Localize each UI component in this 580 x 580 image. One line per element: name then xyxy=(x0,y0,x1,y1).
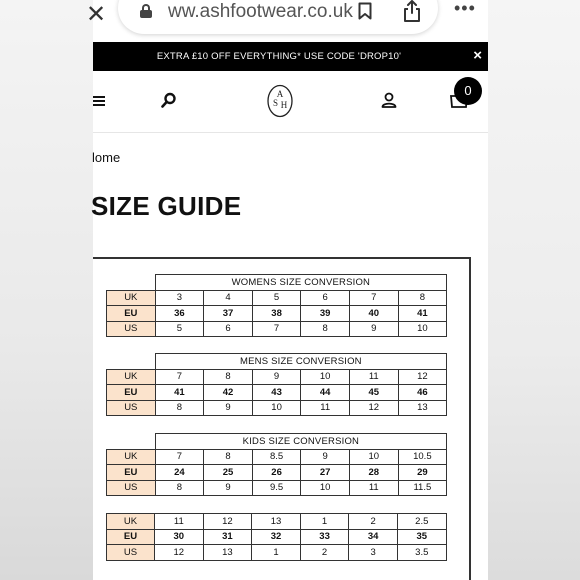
table-cell: 37 xyxy=(204,306,253,322)
table-cell: 7 xyxy=(155,449,204,465)
table-cell: 9 xyxy=(301,449,350,465)
row-label: EU xyxy=(107,385,156,401)
logo-letter-a: A xyxy=(276,89,284,99)
table-cell: 41 xyxy=(155,385,204,401)
table-cell: 41 xyxy=(398,306,447,322)
womens-table-title: WOMENS SIZE CONVERSION xyxy=(155,275,447,291)
background-blur-left xyxy=(0,0,93,580)
table-cell: 8 xyxy=(155,480,204,496)
table-cell: 8.5 xyxy=(252,449,301,465)
table-cell: 44 xyxy=(301,385,350,401)
table-cell: 4 xyxy=(204,290,253,306)
table-cell: 8 xyxy=(398,290,447,306)
table-cell: 28 xyxy=(349,465,398,481)
table-cell: 10.5 xyxy=(398,449,447,465)
lock-icon xyxy=(140,4,152,17)
table-row xyxy=(107,385,447,401)
table-cell: 13 xyxy=(252,514,301,530)
table-cell: 30 xyxy=(155,529,204,545)
kids-size-table xyxy=(106,433,447,496)
table-row xyxy=(107,290,447,306)
table-cell: 29 xyxy=(398,465,447,481)
table-cell: 43 xyxy=(252,385,301,401)
kids-table-title: KIDS SIZE CONVERSION xyxy=(155,434,447,450)
table-cell: 9 xyxy=(349,321,398,337)
table-cell: 11 xyxy=(301,400,350,416)
table-row xyxy=(107,449,447,465)
logo-letter-h: H xyxy=(280,100,288,110)
table-cell: 10 xyxy=(301,369,350,385)
row-label: US xyxy=(107,321,156,337)
table-cell: 2.5 xyxy=(397,514,446,530)
background-blur-right xyxy=(488,0,580,580)
promo-banner xyxy=(93,42,488,71)
table-cell: 9 xyxy=(252,369,301,385)
mens-table-title: MENS SIZE CONVERSION xyxy=(155,354,447,370)
table-cell: 7 xyxy=(349,290,398,306)
header-divider xyxy=(93,132,488,133)
table-cell: 34 xyxy=(349,529,398,545)
menu-icon[interactable] xyxy=(93,96,105,106)
table-cell: 45 xyxy=(349,385,398,401)
user-icon[interactable] xyxy=(381,92,397,108)
table-row xyxy=(107,545,447,561)
table-cell: 35 xyxy=(397,529,446,545)
row-label: EU xyxy=(107,529,155,545)
cart-count-badge[interactable]: 0 xyxy=(454,77,482,105)
table-cell: 7 xyxy=(252,321,301,337)
page-title: SIZE GUIDE xyxy=(91,191,242,221)
table-row xyxy=(107,514,447,530)
logo-letter-s: S xyxy=(272,98,279,108)
table-row xyxy=(107,321,447,337)
table-cell: 38 xyxy=(252,306,301,322)
row-label: EU xyxy=(107,465,156,481)
search-icon[interactable] xyxy=(161,92,177,108)
table-cell: 10 xyxy=(349,449,398,465)
ash-logo[interactable] xyxy=(266,84,294,118)
table-cell: 26 xyxy=(252,465,301,481)
table-cell: 6 xyxy=(301,290,350,306)
table-cell: 46 xyxy=(398,385,447,401)
table-cell: 9.5 xyxy=(252,480,301,496)
row-label: UK xyxy=(107,514,155,530)
table-cell: 9 xyxy=(204,400,253,416)
table-cell: 25 xyxy=(204,465,253,481)
table-cell: 8 xyxy=(204,449,253,465)
table-cell: 5 xyxy=(252,290,301,306)
url-text[interactable]: ww.ashfootwear.co.uk xyxy=(168,1,353,22)
kids-size-table-continued xyxy=(106,513,447,561)
table-cell: 9 xyxy=(204,480,253,496)
row-label: UK xyxy=(107,449,156,465)
table-row xyxy=(107,306,447,322)
breadcrumb[interactable]: lome xyxy=(92,150,121,165)
table-cell: 3.5 xyxy=(397,545,446,561)
table-cell: 6 xyxy=(204,321,253,337)
table-cell: 8 xyxy=(204,369,253,385)
table-cell: 13 xyxy=(203,545,252,561)
row-label: EU xyxy=(107,306,156,322)
table-cell: 12 xyxy=(155,545,204,561)
row-label: US xyxy=(107,400,156,416)
table-cell: 12 xyxy=(398,369,447,385)
table-row xyxy=(107,480,447,496)
share-icon[interactable] xyxy=(402,0,422,22)
womens-size-table xyxy=(106,274,447,337)
table-cell: 10 xyxy=(398,321,447,337)
table-cell: 2 xyxy=(300,545,349,561)
back-icon[interactable]: ✕ xyxy=(86,0,107,28)
table-cell: 2 xyxy=(349,514,398,530)
close-icon[interactable]: × xyxy=(473,47,482,64)
table-cell: 39 xyxy=(301,306,350,322)
table-cell: 32 xyxy=(252,529,301,545)
table-row xyxy=(107,400,447,416)
table-cell: 5 xyxy=(155,321,204,337)
table-cell: 31 xyxy=(203,529,252,545)
row-label: US xyxy=(107,545,155,561)
row-label: UK xyxy=(107,290,156,306)
table-cell: 11 xyxy=(349,369,398,385)
table-cell: 12 xyxy=(349,400,398,416)
table-cell: 11 xyxy=(349,480,398,496)
browser-toolbar xyxy=(0,0,580,42)
table-cell: 3 xyxy=(155,290,204,306)
more-icon[interactable]: ••• xyxy=(454,0,476,18)
bookmark-icon[interactable] xyxy=(358,2,372,20)
table-row xyxy=(107,529,447,545)
row-label: US xyxy=(107,480,156,496)
size-guide-image xyxy=(93,257,471,580)
table-cell: 27 xyxy=(301,465,350,481)
table-cell: 42 xyxy=(204,385,253,401)
table-cell: 13 xyxy=(398,400,447,416)
table-cell: 33 xyxy=(300,529,349,545)
table-cell: 3 xyxy=(349,545,398,561)
table-cell: 40 xyxy=(349,306,398,322)
table-cell: 7 xyxy=(155,369,204,385)
table-cell: 10 xyxy=(301,480,350,496)
table-row xyxy=(107,465,447,481)
table-cell: 11.5 xyxy=(398,480,447,496)
table-cell: 8 xyxy=(301,321,350,337)
table-cell: 1 xyxy=(252,545,301,561)
table-cell: 1 xyxy=(300,514,349,530)
table-cell: 10 xyxy=(252,400,301,416)
promo-text: EXTRA £10 OFF EVERYTHING* USE CODE 'DROP10' xyxy=(156,51,402,62)
table-cell: 12 xyxy=(203,514,252,530)
table-cell: 8 xyxy=(155,400,204,416)
mens-size-table xyxy=(106,353,447,416)
table-cell: 24 xyxy=(155,465,204,481)
table-cell: 36 xyxy=(155,306,204,322)
table-row xyxy=(107,369,447,385)
table-cell: 11 xyxy=(155,514,204,530)
row-label: UK xyxy=(107,369,156,385)
